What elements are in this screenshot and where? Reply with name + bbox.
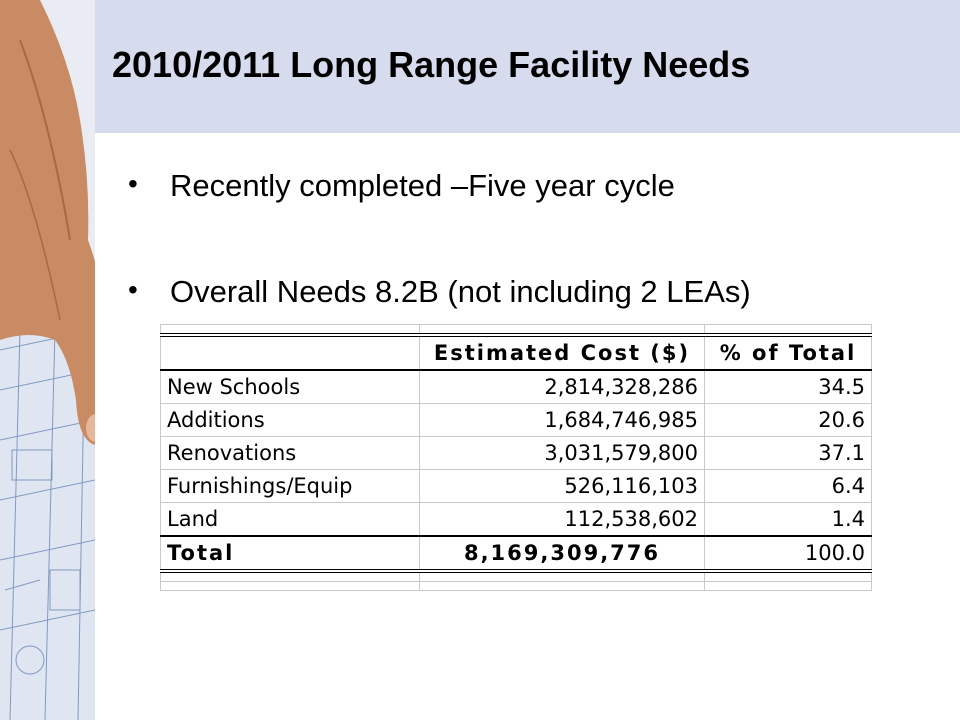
- header-cell-cost: Estimated Cost ($): [420, 335, 705, 370]
- total-label: Total: [161, 536, 420, 571]
- row-label: Land: [161, 503, 420, 537]
- row-label: New Schools: [161, 370, 420, 404]
- bullet-text: Overall Needs 8.2B (not including 2 LEAs): [170, 274, 751, 309]
- row-label: Renovations: [161, 437, 420, 470]
- table-row: [161, 470, 872, 503]
- bullet-list: [128, 168, 751, 310]
- table-spacer-row: [161, 582, 872, 591]
- total-pct: 100.0: [705, 536, 872, 571]
- table-header-row: [161, 335, 872, 370]
- cost-table-container: [160, 324, 871, 598]
- row-cost: 112,538,602: [420, 503, 705, 537]
- row-pct: 20.6: [705, 404, 872, 437]
- bullet-dot-icon: •: [128, 168, 138, 199]
- table-row: [161, 503, 872, 537]
- table-row: [161, 370, 872, 404]
- row-pct: 34.5: [705, 370, 872, 404]
- header-cell-pct: % of Total: [705, 335, 872, 370]
- hand-image: [0, 0, 95, 460]
- row-label: Additions: [161, 404, 420, 437]
- table-row: [161, 437, 872, 470]
- bullet-text: Recently completed –Five year cycle: [170, 168, 675, 203]
- row-cost: 2,814,328,286: [420, 370, 705, 404]
- slide-title: 2010/2011 Long Range Facility Needs: [112, 44, 751, 85]
- side-photo: [0, 0, 95, 720]
- row-pct: 6.4: [705, 470, 872, 503]
- bullet-item: [128, 274, 751, 310]
- row-cost: 3,031,579,800: [420, 437, 705, 470]
- row-pct: 37.1: [705, 437, 872, 470]
- total-cost: 8,169,309,776: [420, 536, 705, 571]
- bullet-dot-icon: •: [128, 274, 138, 305]
- table-spacer-row: [161, 325, 872, 336]
- table-total-row: [161, 536, 872, 571]
- header-cell: [161, 335, 420, 370]
- table-spacer-row: [161, 571, 872, 582]
- bullet-item: [128, 168, 751, 204]
- cost-table: [160, 324, 872, 591]
- table-row: [161, 404, 872, 437]
- row-cost: 526,116,103: [420, 470, 705, 503]
- row-cost: 1,684,746,985: [420, 404, 705, 437]
- row-label: Furnishings/Equip: [161, 470, 420, 503]
- row-pct: 1.4: [705, 503, 872, 537]
